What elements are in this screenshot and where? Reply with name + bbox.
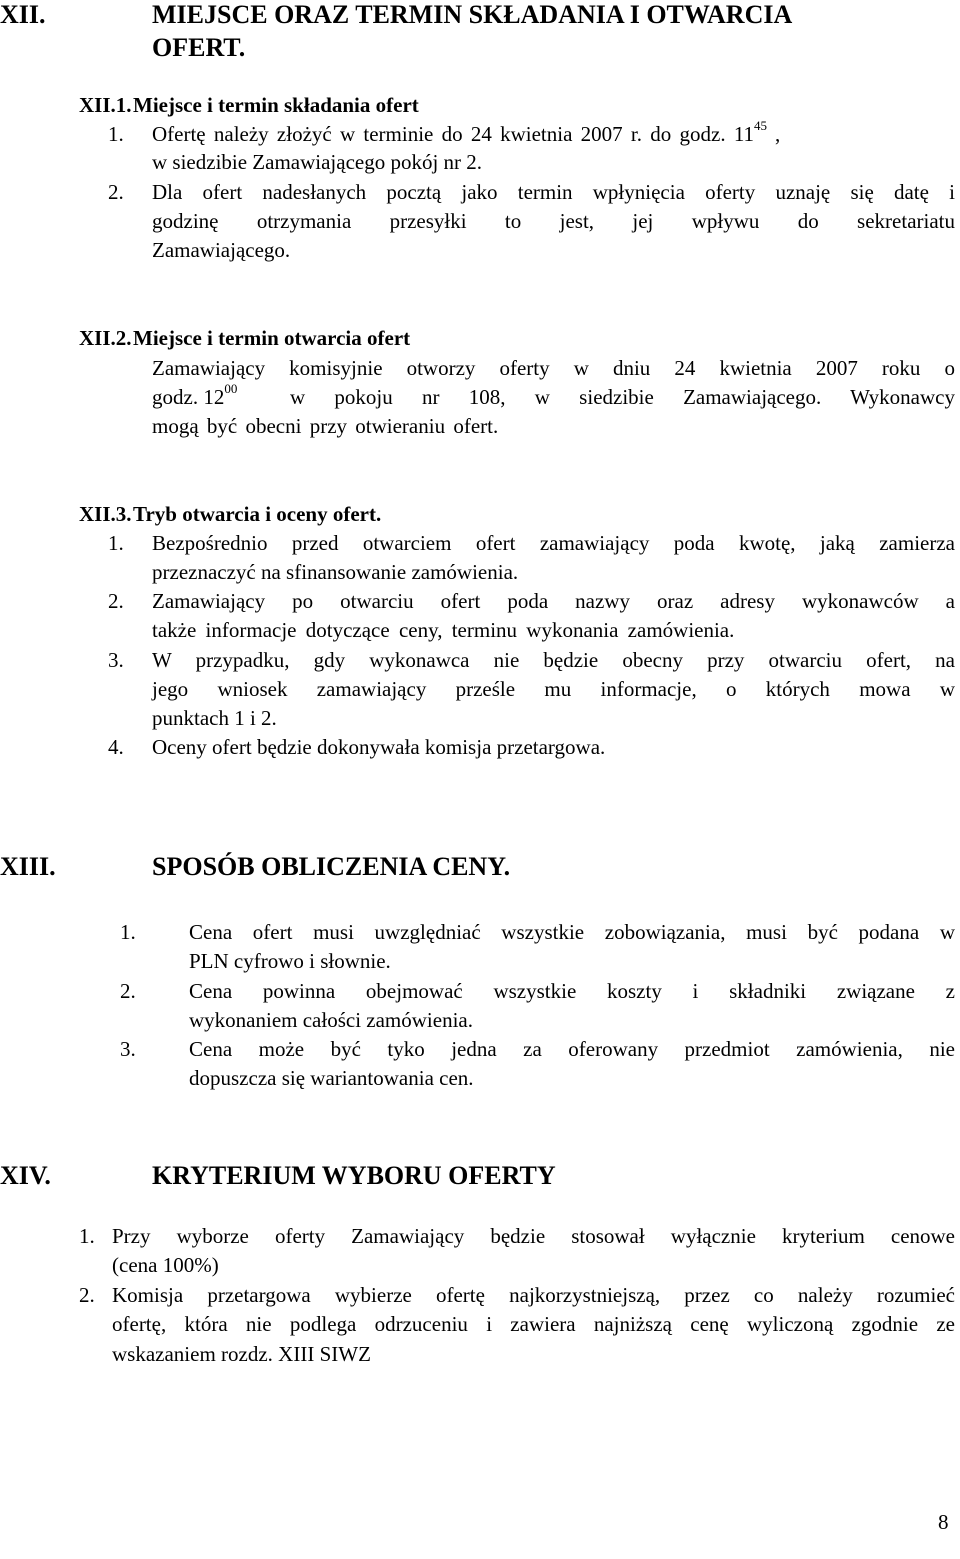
paragraph-line: PLN cyfrowo i słownie. bbox=[189, 949, 391, 973]
list-item-number: 3. bbox=[120, 1037, 136, 1061]
list-item-number: 2. bbox=[108, 589, 124, 613]
list-item-number: 4. bbox=[108, 735, 124, 759]
paragraph-line: dopuszcza się wariantowania cen. bbox=[189, 1066, 474, 1090]
subsection-xii3-title: Tryb otwarcia i oceny ofert. bbox=[133, 502, 382, 526]
section-xiv-title: KRYTERIUM WYBORU OFERTY bbox=[152, 1161, 556, 1190]
subsection-xii2-title: Miejsce i termin otwarcia ofert bbox=[133, 326, 411, 350]
list-item-number: 1. bbox=[108, 531, 124, 555]
paragraph-line: Dla ofert nadesłanych pocztą jako termin wpłynięcia oferty uznaję się datę i bbox=[152, 180, 955, 204]
paragraph-line: mogą być obecni przy otwieraniu ofert. bbox=[152, 414, 499, 438]
paragraph-line: Zamawiającego. bbox=[152, 238, 291, 262]
paragraph-line: Bezpośrednio przed otwarciem ofert zamawiający poda kwotę, jaką zamierza bbox=[152, 531, 955, 555]
paragraph-line: ofertę, która nie podlega odrzuceniu i zawiera najniższą cenę wyliczoną zgodnie ze bbox=[112, 1312, 955, 1336]
paragraph-line: Cena ofert musi uwzględniać wszystkie zobowiązania, musi być podana w bbox=[189, 920, 955, 944]
list-item-number: 2. bbox=[79, 1283, 95, 1307]
paragraph-line bbox=[152, 381, 955, 410]
paragraph-line: Cena może być tyko jedna za oferowany przedmiot zamówienia, nie bbox=[189, 1037, 955, 1061]
paragraph-text: , bbox=[775, 122, 781, 146]
list-item-number: 1. bbox=[120, 920, 136, 944]
paragraph-line: Oceny ofert będzie dokonywała komisja przetargowa. bbox=[152, 735, 606, 759]
paragraph-line: (cena 100%) bbox=[112, 1253, 219, 1277]
section-xii-number: XII. bbox=[0, 0, 46, 29]
paragraph-text: Ofertę należy złożyć w terminie do 24 kwietnia 2007 r. do godz. 11 bbox=[152, 122, 755, 146]
list-item-number: 2. bbox=[108, 180, 124, 204]
subsection-xii3-number: XII.3. bbox=[79, 502, 132, 526]
paragraph-line: przeznaczyć na sfinansowanie zamówienia. bbox=[152, 560, 519, 584]
subsection-xii1-title: Miejsce i termin składania ofert bbox=[133, 93, 419, 117]
list-item-number: 1. bbox=[79, 1224, 95, 1248]
paragraph-line: Zamawiający po otwarciu ofert poda nazwy oraz adresy wykonawców a bbox=[152, 589, 955, 613]
subsection-xii1-number: XII.1. bbox=[79, 93, 132, 117]
list-item-number: 1. bbox=[108, 122, 124, 146]
paragraph-line: jego wniosek zamawiający prześle mu informacje, o których mowa w bbox=[152, 677, 955, 701]
time-superscript: 00 bbox=[224, 381, 238, 396]
section-xii-title-line1: MIEJSCE ORAZ TERMIN SKŁADANIA I OTWARCIA bbox=[152, 0, 793, 29]
paragraph-line: Zamawiający komisyjnie otworzy oferty w dniu 24 kwietnia 2007 roku o bbox=[152, 356, 955, 380]
paragraph-line: W przypadku, gdy wykonawca nie będzie obecny przy otwarciu ofert, na bbox=[152, 648, 955, 672]
paragraph-line: Przy wyborze oferty Zamawiający będzie stosował wyłącznie kryterium cenowe bbox=[112, 1224, 955, 1248]
paragraph-text bbox=[152, 381, 238, 410]
page-number: 8 bbox=[938, 1510, 949, 1534]
paragraph-line: wykonaniem całości zamówienia. bbox=[189, 1008, 473, 1032]
paragraph-line: Komisja przetargowa wybierze ofertę najkorzystniejszą, przez co należy rozumieć bbox=[112, 1283, 955, 1307]
section-xiv-number: XIV. bbox=[0, 1161, 51, 1190]
paragraph-text: w pokoju nr 108, w siedzibie Zamawiającego. Wykonawcy bbox=[290, 385, 955, 409]
list-item-number: 3. bbox=[108, 648, 124, 672]
paragraph-line: wskazaniem rozdz. XIII SIWZ bbox=[112, 1342, 371, 1366]
section-xiii-title: SPOSÓB OBLICZENIA CENY. bbox=[152, 852, 511, 881]
paragraph-line: w siedzibie Zamawiającego pokój nr 2. bbox=[152, 150, 483, 174]
subsection-xii2-number: XII.2. bbox=[79, 326, 132, 350]
time-superscript: 45 bbox=[754, 118, 768, 133]
paragraph-line: Cena powinna obejmować wszystkie koszty i składniki związane z bbox=[189, 979, 955, 1003]
paragraph-line bbox=[152, 118, 781, 147]
list-item-number: 2. bbox=[120, 979, 136, 1003]
section-xii-title-line2: OFERT. bbox=[152, 33, 246, 62]
paragraph-text: godz. 12 bbox=[152, 385, 225, 409]
paragraph-line: punktach 1 i 2. bbox=[152, 706, 277, 730]
paragraph-line: godzinę otrzymania przesyłki to jest, jej wpływu do sekretariatu bbox=[152, 209, 955, 233]
section-xiii-number: XIII. bbox=[0, 852, 56, 881]
paragraph-line: także informacje dotyczące ceny, terminu wykonania zamówienia. bbox=[152, 618, 735, 642]
